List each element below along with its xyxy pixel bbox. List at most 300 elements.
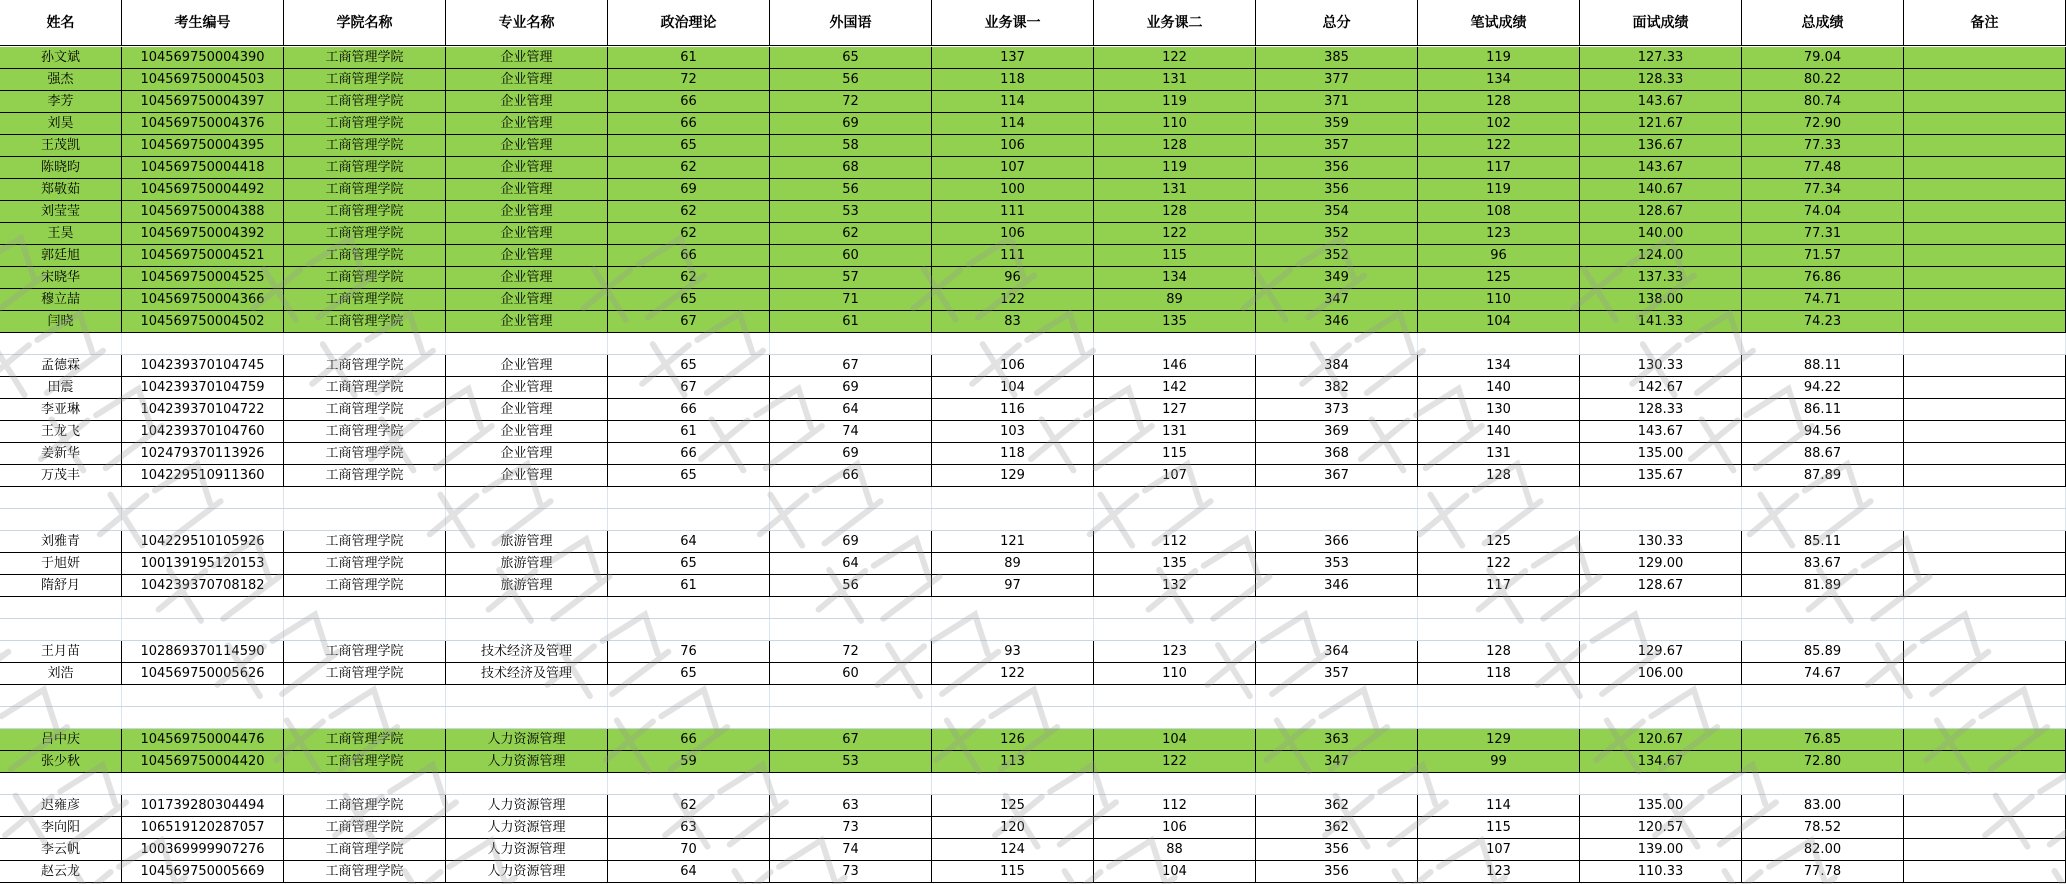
cell-remarks[interactable] xyxy=(1904,575,2066,596)
cell-total[interactable]: 349 xyxy=(1256,267,1418,288)
cell-course-two[interactable]: 119 xyxy=(1094,157,1256,178)
cell-name[interactable] xyxy=(0,509,122,530)
cell-candidate-id[interactable]: 104569750004418 xyxy=(122,157,284,178)
cell-name[interactable]: 迟雍彦 xyxy=(0,795,122,816)
cell-candidate-id[interactable]: 104569750005669 xyxy=(122,861,284,882)
cell-foreign-language[interactable]: 65 xyxy=(770,47,932,68)
cell-course-two[interactable]: 146 xyxy=(1094,355,1256,376)
cell-final-score[interactable] xyxy=(1742,773,1904,794)
cell-major[interactable]: 企业管理 xyxy=(446,223,608,244)
cell-politics[interactable]: 65 xyxy=(608,465,770,486)
cell-remarks[interactable] xyxy=(1904,377,2066,398)
cell-total[interactable]: 352 xyxy=(1256,245,1418,266)
cell-course-two[interactable]: 122 xyxy=(1094,751,1256,772)
cell-final-score[interactable]: 86.11 xyxy=(1742,399,1904,420)
cell-interview-score[interactable]: 140.67 xyxy=(1580,179,1742,200)
cell-foreign-language[interactable] xyxy=(770,487,932,508)
cell-foreign-language[interactable]: 64 xyxy=(770,553,932,574)
cell-course-one[interactable] xyxy=(932,333,1094,354)
cell-course-two[interactable]: 128 xyxy=(1094,135,1256,156)
cell-course-one[interactable]: 121 xyxy=(932,531,1094,552)
cell-written-score[interactable]: 122 xyxy=(1418,135,1580,156)
cell-written-score[interactable]: 129 xyxy=(1418,729,1580,750)
cell-politics[interactable]: 59 xyxy=(608,751,770,772)
cell-remarks[interactable] xyxy=(1904,91,2066,112)
cell-remarks[interactable] xyxy=(1904,861,2066,882)
cell-interview-score[interactable] xyxy=(1580,707,1742,728)
cell-remarks[interactable] xyxy=(1904,839,2066,860)
cell-remarks[interactable] xyxy=(1904,817,2066,838)
cell-name[interactable]: 郑敬茹 xyxy=(0,179,122,200)
cell-remarks[interactable] xyxy=(1904,69,2066,90)
cell-politics[interactable]: 66 xyxy=(608,443,770,464)
cell-college[interactable]: 工商管理学院 xyxy=(284,839,446,860)
cell-written-score[interactable]: 117 xyxy=(1418,575,1580,596)
cell-final-score[interactable]: 80.22 xyxy=(1742,69,1904,90)
cell-total[interactable]: 369 xyxy=(1256,421,1418,442)
cell-name[interactable]: 强杰 xyxy=(0,69,122,90)
cell-total[interactable]: 347 xyxy=(1256,751,1418,772)
cell-total[interactable]: 357 xyxy=(1256,135,1418,156)
cell-total[interactable]: 347 xyxy=(1256,289,1418,310)
cell-course-two[interactable]: 127 xyxy=(1094,399,1256,420)
cell-total[interactable]: 353 xyxy=(1256,553,1418,574)
cell-interview-score[interactable]: 143.67 xyxy=(1580,421,1742,442)
cell-name[interactable]: 闫晓 xyxy=(0,311,122,332)
cell-total[interactable]: 362 xyxy=(1256,817,1418,838)
cell-course-two[interactable]: 112 xyxy=(1094,531,1256,552)
cell-interview-score[interactable]: 130.33 xyxy=(1580,531,1742,552)
cell-total[interactable]: 356 xyxy=(1256,179,1418,200)
cell-politics[interactable]: 64 xyxy=(608,531,770,552)
cell-politics[interactable]: 66 xyxy=(608,399,770,420)
cell-politics[interactable]: 65 xyxy=(608,289,770,310)
cell-candidate-id[interactable]: 104569750004503 xyxy=(122,69,284,90)
cell-major[interactable]: 技术经济及管理 xyxy=(446,663,608,684)
cell-total[interactable]: 373 xyxy=(1256,399,1418,420)
cell-major[interactable]: 企业管理 xyxy=(446,289,608,310)
cell-course-one[interactable] xyxy=(932,619,1094,640)
cell-politics[interactable]: 65 xyxy=(608,553,770,574)
cell-foreign-language[interactable]: 60 xyxy=(770,663,932,684)
cell-politics[interactable] xyxy=(608,487,770,508)
cell-interview-score[interactable]: 134.67 xyxy=(1580,751,1742,772)
cell-foreign-language[interactable]: 69 xyxy=(770,443,932,464)
cell-final-score[interactable] xyxy=(1742,619,1904,640)
cell-interview-score[interactable]: 110.33 xyxy=(1580,861,1742,882)
cell-major[interactable]: 企业管理 xyxy=(446,157,608,178)
cell-major[interactable]: 人力资源管理 xyxy=(446,861,608,882)
cell-college[interactable] xyxy=(284,333,446,354)
cell-remarks[interactable] xyxy=(1904,531,2066,552)
cell-written-score[interactable]: 123 xyxy=(1418,223,1580,244)
cell-college[interactable]: 工商管理学院 xyxy=(284,179,446,200)
cell-interview-score[interactable] xyxy=(1580,597,1742,618)
cell-total[interactable]: 356 xyxy=(1256,157,1418,178)
cell-major[interactable]: 企业管理 xyxy=(446,399,608,420)
cell-interview-score[interactable]: 130.33 xyxy=(1580,355,1742,376)
cell-candidate-id[interactable]: 104569750004392 xyxy=(122,223,284,244)
cell-foreign-language[interactable]: 63 xyxy=(770,795,932,816)
cell-politics[interactable]: 66 xyxy=(608,113,770,134)
cell-candidate-id[interactable]: 104569750004521 xyxy=(122,245,284,266)
cell-course-two[interactable]: 131 xyxy=(1094,69,1256,90)
cell-final-score[interactable]: 74.04 xyxy=(1742,201,1904,222)
cell-final-score[interactable] xyxy=(1742,597,1904,618)
cell-name[interactable] xyxy=(0,333,122,354)
cell-foreign-language[interactable]: 72 xyxy=(770,641,932,662)
cell-interview-score[interactable]: 124.00 xyxy=(1580,245,1742,266)
cell-college[interactable]: 工商管理学院 xyxy=(284,795,446,816)
cell-candidate-id[interactable]: 104569750004395 xyxy=(122,135,284,156)
cell-written-score[interactable]: 128 xyxy=(1418,91,1580,112)
cell-remarks[interactable] xyxy=(1904,773,2066,794)
cell-college[interactable]: 工商管理学院 xyxy=(284,377,446,398)
cell-remarks[interactable] xyxy=(1904,399,2066,420)
cell-course-one[interactable]: 96 xyxy=(932,267,1094,288)
cell-total[interactable] xyxy=(1256,707,1418,728)
cell-candidate-id[interactable]: 104569750004476 xyxy=(122,729,284,750)
cell-remarks[interactable] xyxy=(1904,685,2066,706)
cell-foreign-language[interactable]: 56 xyxy=(770,575,932,596)
cell-college[interactable]: 工商管理学院 xyxy=(284,69,446,90)
cell-written-score[interactable]: 107 xyxy=(1418,839,1580,860)
cell-politics[interactable]: 67 xyxy=(608,377,770,398)
cell-major[interactable] xyxy=(446,685,608,706)
cell-written-score[interactable]: 125 xyxy=(1418,267,1580,288)
cell-course-two[interactable]: 131 xyxy=(1094,179,1256,200)
cell-major[interactable] xyxy=(446,509,608,530)
cell-foreign-language[interactable]: 56 xyxy=(770,69,932,90)
cell-politics[interactable]: 62 xyxy=(608,267,770,288)
cell-interview-score[interactable]: 120.57 xyxy=(1580,817,1742,838)
cell-final-score[interactable]: 74.67 xyxy=(1742,663,1904,684)
cell-college[interactable]: 工商管理学院 xyxy=(284,113,446,134)
cell-politics[interactable]: 66 xyxy=(608,91,770,112)
cell-foreign-language[interactable]: 74 xyxy=(770,839,932,860)
cell-course-one[interactable]: 106 xyxy=(932,355,1094,376)
cell-course-one[interactable]: 93 xyxy=(932,641,1094,662)
cell-course-two[interactable]: 115 xyxy=(1094,443,1256,464)
cell-candidate-id[interactable]: 104569750004366 xyxy=(122,289,284,310)
cell-politics[interactable]: 64 xyxy=(608,861,770,882)
cell-total[interactable] xyxy=(1256,619,1418,640)
cell-course-one[interactable]: 89 xyxy=(932,553,1094,574)
cell-foreign-language[interactable] xyxy=(770,597,932,618)
cell-final-score[interactable]: 71.57 xyxy=(1742,245,1904,266)
cell-college[interactable]: 工商管理学院 xyxy=(284,421,446,442)
cell-remarks[interactable] xyxy=(1904,509,2066,530)
cell-course-two[interactable]: 104 xyxy=(1094,729,1256,750)
cell-remarks[interactable] xyxy=(1904,553,2066,574)
cell-politics[interactable]: 61 xyxy=(608,421,770,442)
cell-written-score[interactable]: 115 xyxy=(1418,817,1580,838)
cell-course-one[interactable]: 111 xyxy=(932,201,1094,222)
cell-college[interactable] xyxy=(284,597,446,618)
cell-course-one[interactable] xyxy=(932,773,1094,794)
cell-name[interactable]: 刘昊 xyxy=(0,113,122,134)
cell-course-one[interactable] xyxy=(932,509,1094,530)
cell-politics[interactable]: 62 xyxy=(608,157,770,178)
cell-course-one[interactable]: 100 xyxy=(932,179,1094,200)
cell-politics[interactable]: 70 xyxy=(608,839,770,860)
cell-name[interactable]: 刘雅青 xyxy=(0,531,122,552)
cell-foreign-language[interactable]: 58 xyxy=(770,135,932,156)
cell-name[interactable]: 李亚琳 xyxy=(0,399,122,420)
cell-foreign-language[interactable]: 53 xyxy=(770,201,932,222)
cell-course-two[interactable]: 142 xyxy=(1094,377,1256,398)
cell-major[interactable]: 企业管理 xyxy=(446,179,608,200)
cell-candidate-id[interactable] xyxy=(122,487,284,508)
cell-remarks[interactable] xyxy=(1904,663,2066,684)
cell-total[interactable]: 366 xyxy=(1256,531,1418,552)
cell-remarks[interactable] xyxy=(1904,201,2066,222)
cell-written-score[interactable]: 104 xyxy=(1418,311,1580,332)
cell-foreign-language[interactable] xyxy=(770,707,932,728)
cell-total[interactable]: 364 xyxy=(1256,641,1418,662)
cell-course-two[interactable] xyxy=(1094,509,1256,530)
cell-course-two[interactable]: 122 xyxy=(1094,223,1256,244)
cell-candidate-id[interactable]: 104229510105926 xyxy=(122,531,284,552)
cell-candidate-id[interactable] xyxy=(122,685,284,706)
cell-total[interactable]: 368 xyxy=(1256,443,1418,464)
cell-written-score[interactable]: 123 xyxy=(1418,861,1580,882)
cell-major[interactable]: 企业管理 xyxy=(446,465,608,486)
cell-candidate-id[interactable] xyxy=(122,773,284,794)
cell-course-one[interactable]: 113 xyxy=(932,751,1094,772)
cell-remarks[interactable] xyxy=(1904,619,2066,640)
cell-total[interactable]: 382 xyxy=(1256,377,1418,398)
cell-remarks[interactable] xyxy=(1904,311,2066,332)
cell-major[interactable] xyxy=(446,619,608,640)
cell-foreign-language[interactable]: 67 xyxy=(770,355,932,376)
cell-total[interactable]: 356 xyxy=(1256,861,1418,882)
cell-major[interactable]: 人力资源管理 xyxy=(446,795,608,816)
cell-candidate-id[interactable] xyxy=(122,619,284,640)
cell-remarks[interactable] xyxy=(1904,245,2066,266)
cell-politics[interactable]: 67 xyxy=(608,311,770,332)
cell-college[interactable]: 工商管理学院 xyxy=(284,289,446,310)
cell-course-two[interactable]: 112 xyxy=(1094,795,1256,816)
cell-written-score[interactable]: 102 xyxy=(1418,113,1580,134)
cell-total[interactable]: 354 xyxy=(1256,201,1418,222)
cell-remarks[interactable] xyxy=(1904,641,2066,662)
cell-written-score[interactable] xyxy=(1418,685,1580,706)
cell-course-one[interactable] xyxy=(932,707,1094,728)
cell-course-two[interactable]: 132 xyxy=(1094,575,1256,596)
cell-course-one[interactable]: 124 xyxy=(932,839,1094,860)
cell-candidate-id[interactable]: 104239370708182 xyxy=(122,575,284,596)
cell-final-score[interactable]: 83.00 xyxy=(1742,795,1904,816)
cell-final-score[interactable]: 80.74 xyxy=(1742,91,1904,112)
cell-politics[interactable]: 63 xyxy=(608,817,770,838)
cell-final-score[interactable]: 81.89 xyxy=(1742,575,1904,596)
cell-candidate-id[interactable]: 102869370114590 xyxy=(122,641,284,662)
cell-interview-score[interactable]: 143.67 xyxy=(1580,157,1742,178)
cell-name[interactable]: 姜新华 xyxy=(0,443,122,464)
cell-course-one[interactable]: 122 xyxy=(932,289,1094,310)
cell-course-one[interactable]: 125 xyxy=(932,795,1094,816)
cell-major[interactable] xyxy=(446,707,608,728)
cell-written-score[interactable]: 117 xyxy=(1418,157,1580,178)
cell-final-score[interactable] xyxy=(1742,333,1904,354)
cell-final-score[interactable]: 94.56 xyxy=(1742,421,1904,442)
cell-college[interactable] xyxy=(284,619,446,640)
cell-written-score[interactable] xyxy=(1418,707,1580,728)
cell-politics[interactable] xyxy=(608,707,770,728)
cell-course-two[interactable] xyxy=(1094,685,1256,706)
cell-politics[interactable]: 66 xyxy=(608,245,770,266)
cell-final-score[interactable]: 72.90 xyxy=(1742,113,1904,134)
cell-politics[interactable]: 65 xyxy=(608,663,770,684)
cell-name[interactable]: 刘莹莹 xyxy=(0,201,122,222)
cell-total[interactable] xyxy=(1256,509,1418,530)
cell-name[interactable]: 隋舒月 xyxy=(0,575,122,596)
cell-college[interactable]: 工商管理学院 xyxy=(284,443,446,464)
cell-college[interactable] xyxy=(284,509,446,530)
cell-college[interactable]: 工商管理学院 xyxy=(284,575,446,596)
cell-interview-score[interactable] xyxy=(1580,619,1742,640)
cell-written-score[interactable]: 134 xyxy=(1418,69,1580,90)
cell-course-one[interactable]: 114 xyxy=(932,113,1094,134)
cell-candidate-id[interactable]: 104569750004376 xyxy=(122,113,284,134)
cell-college[interactable]: 工商管理学院 xyxy=(284,553,446,574)
cell-course-two[interactable]: 135 xyxy=(1094,553,1256,574)
cell-name[interactable]: 吕中庆 xyxy=(0,729,122,750)
cell-course-two[interactable]: 119 xyxy=(1094,91,1256,112)
cell-candidate-id[interactable] xyxy=(122,707,284,728)
cell-final-score[interactable]: 76.86 xyxy=(1742,267,1904,288)
cell-course-two[interactable]: 89 xyxy=(1094,289,1256,310)
cell-foreign-language[interactable]: 73 xyxy=(770,817,932,838)
cell-interview-score[interactable]: 106.00 xyxy=(1580,663,1742,684)
cell-candidate-id[interactable]: 104569750005626 xyxy=(122,663,284,684)
cell-major[interactable]: 企业管理 xyxy=(446,377,608,398)
cell-college[interactable]: 工商管理学院 xyxy=(284,729,446,750)
cell-interview-score[interactable] xyxy=(1580,333,1742,354)
cell-written-score[interactable]: 134 xyxy=(1418,355,1580,376)
cell-politics[interactable]: 72 xyxy=(608,69,770,90)
cell-remarks[interactable] xyxy=(1904,223,2066,244)
cell-remarks[interactable] xyxy=(1904,443,2066,464)
cell-politics[interactable] xyxy=(608,597,770,618)
cell-course-one[interactable]: 106 xyxy=(932,223,1094,244)
cell-written-score[interactable]: 131 xyxy=(1418,443,1580,464)
cell-remarks[interactable] xyxy=(1904,113,2066,134)
cell-written-score[interactable]: 140 xyxy=(1418,421,1580,442)
cell-politics[interactable]: 69 xyxy=(608,179,770,200)
cell-total[interactable]: 363 xyxy=(1256,729,1418,750)
cell-course-two[interactable]: 135 xyxy=(1094,311,1256,332)
cell-final-score[interactable]: 74.23 xyxy=(1742,311,1904,332)
cell-politics[interactable]: 66 xyxy=(608,729,770,750)
cell-final-score[interactable]: 87.89 xyxy=(1742,465,1904,486)
cell-name[interactable]: 宋晓华 xyxy=(0,267,122,288)
cell-name[interactable] xyxy=(0,597,122,618)
cell-interview-score[interactable]: 140.00 xyxy=(1580,223,1742,244)
cell-course-two[interactable]: 88 xyxy=(1094,839,1256,860)
cell-course-one[interactable]: 111 xyxy=(932,245,1094,266)
cell-interview-score[interactable]: 127.33 xyxy=(1580,47,1742,68)
cell-college[interactable]: 工商管理学院 xyxy=(284,245,446,266)
cell-total[interactable]: 362 xyxy=(1256,795,1418,816)
cell-major[interactable]: 企业管理 xyxy=(446,311,608,332)
cell-college[interactable]: 工商管理学院 xyxy=(284,201,446,222)
cell-candidate-id[interactable]: 100139195120153 xyxy=(122,553,284,574)
cell-college[interactable]: 工商管理学院 xyxy=(284,817,446,838)
cell-candidate-id[interactable]: 104239370104759 xyxy=(122,377,284,398)
cell-major[interactable]: 旅游管理 xyxy=(446,531,608,552)
cell-foreign-language[interactable]: 66 xyxy=(770,465,932,486)
cell-politics[interactable]: 62 xyxy=(608,795,770,816)
cell-candidate-id[interactable]: 104239370104760 xyxy=(122,421,284,442)
cell-written-score[interactable]: 96 xyxy=(1418,245,1580,266)
cell-major[interactable]: 企业管理 xyxy=(446,47,608,68)
cell-course-one[interactable]: 114 xyxy=(932,91,1094,112)
cell-final-score[interactable]: 77.34 xyxy=(1742,179,1904,200)
cell-final-score[interactable] xyxy=(1742,487,1904,508)
cell-foreign-language[interactable] xyxy=(770,619,932,640)
cell-college[interactable]: 工商管理学院 xyxy=(284,355,446,376)
cell-major[interactable] xyxy=(446,597,608,618)
cell-major[interactable]: 企业管理 xyxy=(446,421,608,442)
cell-name[interactable]: 张少秋 xyxy=(0,751,122,772)
cell-candidate-id[interactable]: 101739280304494 xyxy=(122,795,284,816)
cell-total[interactable]: 385 xyxy=(1256,47,1418,68)
cell-interview-score[interactable]: 128.33 xyxy=(1580,69,1742,90)
cell-final-score[interactable]: 83.67 xyxy=(1742,553,1904,574)
cell-total[interactable]: 357 xyxy=(1256,663,1418,684)
cell-written-score[interactable] xyxy=(1418,597,1580,618)
cell-course-two[interactable]: 106 xyxy=(1094,817,1256,838)
cell-interview-score[interactable]: 142.67 xyxy=(1580,377,1742,398)
cell-total[interactable]: 356 xyxy=(1256,839,1418,860)
cell-interview-score[interactable]: 129.67 xyxy=(1580,641,1742,662)
cell-major[interactable] xyxy=(446,487,608,508)
cell-foreign-language[interactable]: 72 xyxy=(770,91,932,112)
cell-final-score[interactable]: 94.22 xyxy=(1742,377,1904,398)
cell-name[interactable]: 李芳 xyxy=(0,91,122,112)
cell-major[interactable]: 企业管理 xyxy=(446,69,608,90)
cell-written-score[interactable]: 128 xyxy=(1418,465,1580,486)
cell-remarks[interactable] xyxy=(1904,487,2066,508)
cell-name[interactable]: 陈晓昀 xyxy=(0,157,122,178)
cell-total[interactable]: 377 xyxy=(1256,69,1418,90)
cell-candidate-id[interactable]: 104569750004420 xyxy=(122,751,284,772)
cell-college[interactable]: 工商管理学院 xyxy=(284,861,446,882)
cell-politics[interactable] xyxy=(608,509,770,530)
cell-remarks[interactable] xyxy=(1904,465,2066,486)
cell-remarks[interactable] xyxy=(1904,47,2066,68)
cell-major[interactable]: 技术经济及管理 xyxy=(446,641,608,662)
cell-written-score[interactable] xyxy=(1418,773,1580,794)
cell-major[interactable]: 人力资源管理 xyxy=(446,817,608,838)
cell-college[interactable]: 工商管理学院 xyxy=(284,751,446,772)
cell-total[interactable]: 371 xyxy=(1256,91,1418,112)
cell-total[interactable]: 367 xyxy=(1256,465,1418,486)
cell-remarks[interactable] xyxy=(1904,157,2066,178)
cell-course-two[interactable] xyxy=(1094,707,1256,728)
cell-college[interactable] xyxy=(284,487,446,508)
cell-final-score[interactable]: 74.71 xyxy=(1742,289,1904,310)
cell-college[interactable]: 工商管理学院 xyxy=(284,135,446,156)
cell-college[interactable]: 工商管理学院 xyxy=(284,157,446,178)
cell-written-score[interactable] xyxy=(1418,619,1580,640)
cell-interview-score[interactable]: 129.00 xyxy=(1580,553,1742,574)
cell-written-score[interactable]: 122 xyxy=(1418,553,1580,574)
cell-course-one[interactable]: 104 xyxy=(932,377,1094,398)
cell-name[interactable]: 田震 xyxy=(0,377,122,398)
